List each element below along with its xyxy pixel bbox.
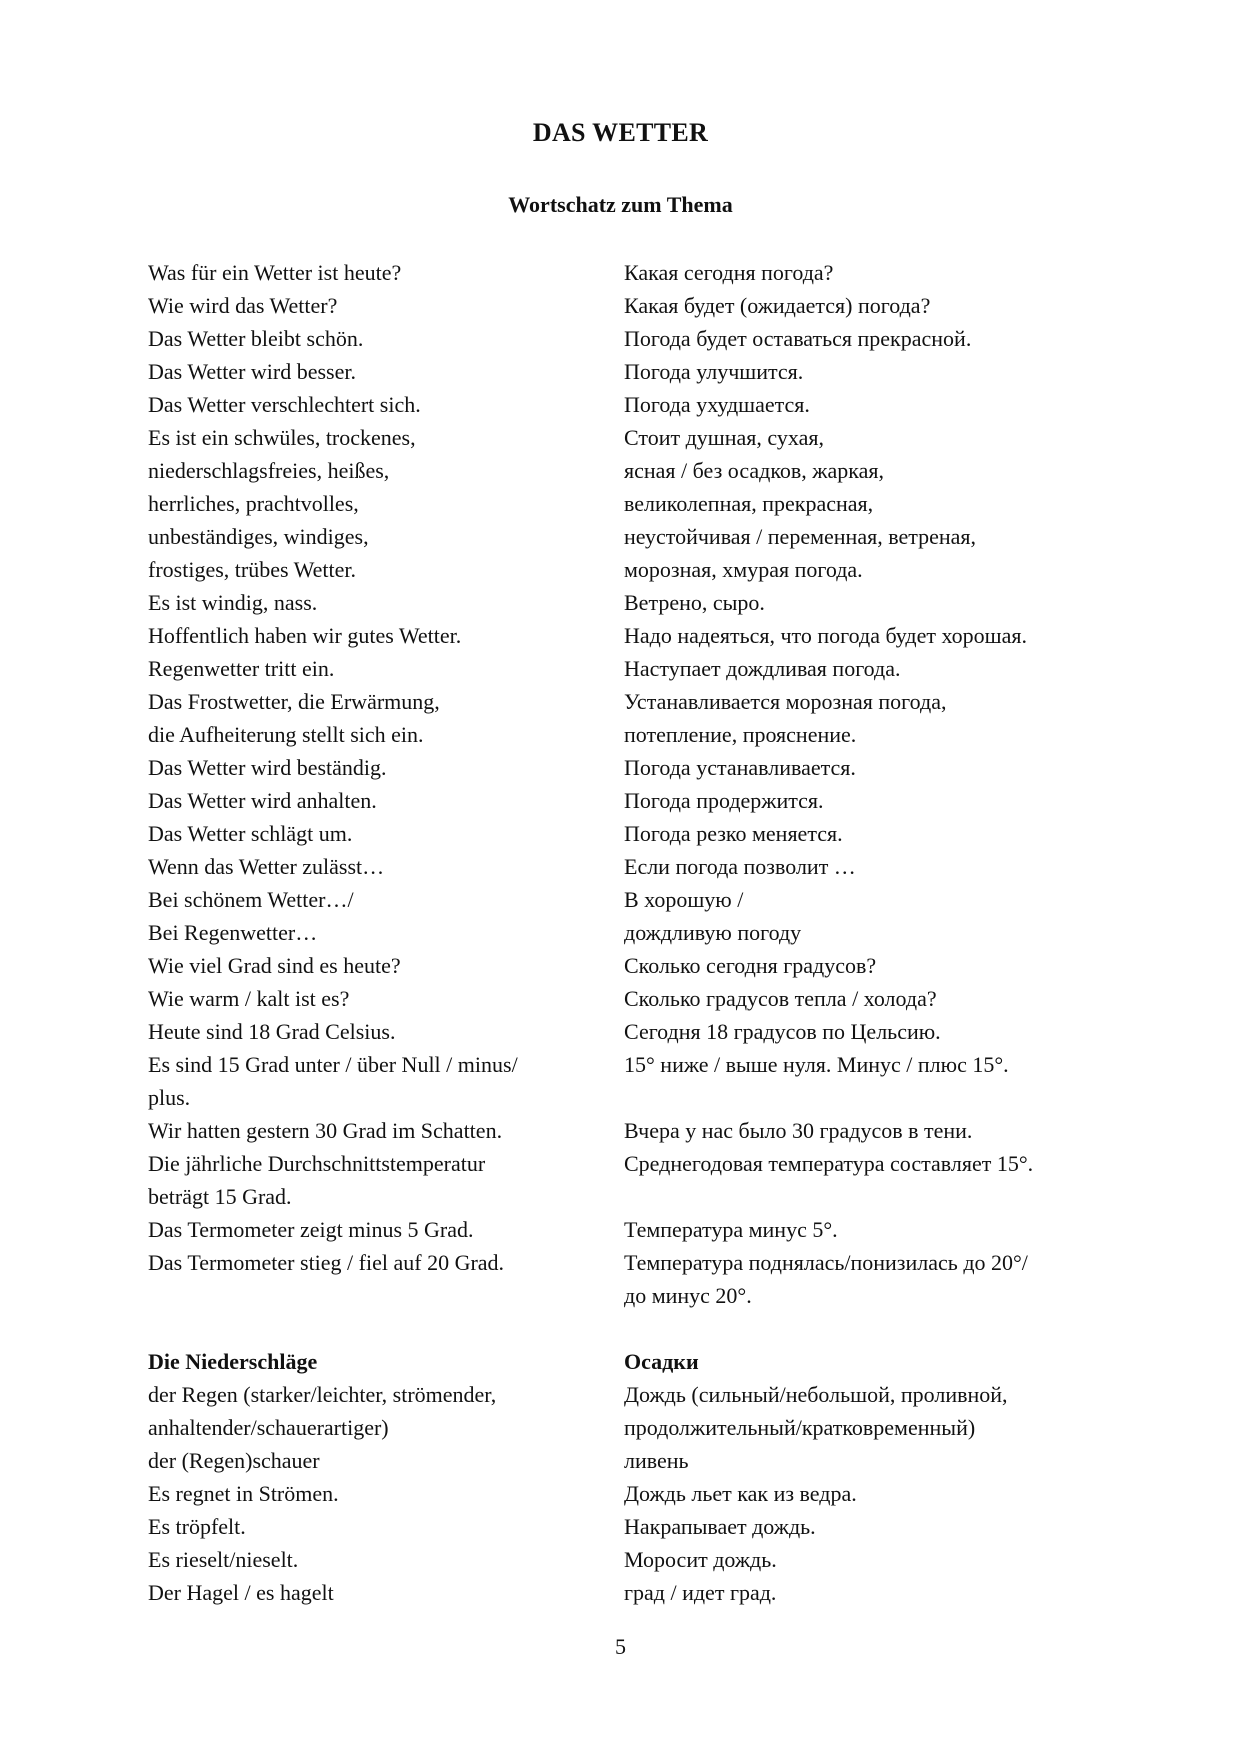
- russian-translation: Погода ухудшается.: [624, 392, 810, 417]
- german-phrase: Es ist windig, nass.: [148, 590, 318, 615]
- german-phrase: Bei schönem Wetter…/: [148, 887, 354, 912]
- page-number: 5: [615, 1634, 626, 1659]
- german-phrase: Wie wird das Wetter?: [148, 293, 338, 318]
- vocab-row: [148, 553, 1108, 586]
- vocab-row: [148, 586, 1108, 619]
- vocab-row: [148, 1312, 1108, 1345]
- vocab-row: [148, 1213, 1108, 1246]
- section-subtitle: Wortschatz zum Thema: [508, 192, 733, 217]
- german-phrase: [148, 1312, 624, 1345]
- vocab-row: [148, 388, 1108, 421]
- vocab-row: [148, 685, 1108, 718]
- vocabulary-table: [148, 256, 1108, 1609]
- german-phrase: der (Regen)schauer: [148, 1448, 320, 1473]
- russian-translation: Вчера у нас было 30 градусов в тени.: [624, 1118, 973, 1143]
- vocab-row: [148, 982, 1108, 1015]
- vocab-row: [148, 784, 1108, 817]
- german-phrase: Wie viel Grad sind es heute?: [148, 953, 401, 978]
- vocab-row: [148, 1015, 1108, 1048]
- russian-translation: Наступает дождливая погода.: [624, 656, 901, 681]
- vocab-row: [148, 1510, 1108, 1543]
- german-phrase: unbeständiges, windiges,: [148, 524, 369, 549]
- russian-section-heading: Осадки: [624, 1349, 699, 1374]
- german-phrase: die Aufheiterung stellt sich ein.: [148, 722, 424, 747]
- german-phrase: Es ist ein schwüles, trockenes,: [148, 425, 416, 450]
- vocab-row: [148, 256, 1108, 289]
- vocab-row: [148, 322, 1108, 355]
- german-phrase: Das Termometer stieg / fiel auf 20 Grad.: [148, 1250, 505, 1275]
- vocab-row: [148, 1180, 1108, 1213]
- vocab-row: [148, 1477, 1108, 1510]
- vocab-row: [148, 883, 1108, 916]
- russian-translation: ливень: [624, 1448, 689, 1473]
- german-phrase: beträgt 15 Grad.: [148, 1184, 292, 1209]
- russian-translation: великолепная, прекрасная,: [624, 491, 874, 516]
- german-phrase: Heute sind 18 Grad Celsius.: [148, 1019, 396, 1044]
- russian-translation: Погода улучшится.: [624, 359, 804, 384]
- vocab-row: [148, 916, 1108, 949]
- german-phrase: Wir hatten gestern 30 Grad im Schatten.: [148, 1118, 503, 1143]
- german-phrase: Wie warm / kalt ist es?: [148, 986, 350, 1011]
- german-phrase: plus.: [148, 1085, 191, 1110]
- vocab-row: [148, 1279, 1108, 1312]
- german-phrase: niederschlagsfreies, heißes,: [148, 458, 390, 483]
- vocab-row: [148, 1147, 1108, 1180]
- russian-translation: неустойчивая / переменная, ветреная,: [624, 524, 977, 549]
- russian-translation: Устанавливается морозная погода,: [624, 689, 947, 714]
- german-phrase: Wenn das Wetter zulässt…: [148, 854, 385, 879]
- russian-translation: [624, 1312, 1108, 1345]
- russian-translation: [624, 1081, 1108, 1114]
- russian-translation: Ветрено, сыро.: [624, 590, 765, 615]
- german-phrase: Das Termometer zeigt minus 5 Grad.: [148, 1217, 474, 1242]
- russian-translation: Если погода позволит …: [624, 854, 856, 879]
- russian-translation: Надо надеяться, что погода будет хорошая.: [624, 623, 1027, 648]
- russian-translation: Погода устанавливается.: [624, 755, 856, 780]
- vocab-row: [148, 289, 1108, 322]
- vocab-row: [148, 751, 1108, 784]
- vocab-row: [148, 1576, 1108, 1609]
- german-phrase: frostiges, trübes Wetter.: [148, 557, 357, 582]
- russian-translation: морозная, хмурая погода.: [624, 557, 863, 582]
- russian-translation: [624, 1180, 1108, 1213]
- russian-translation: Какая сегодня погода?: [624, 260, 834, 285]
- vocab-row: [148, 1081, 1108, 1114]
- russian-translation: Дождь (сильный/небольшой, проливной,: [624, 1382, 1008, 1407]
- vocab-row: [148, 949, 1108, 982]
- vocab-row: [148, 850, 1108, 883]
- vocab-row: [148, 1246, 1108, 1279]
- russian-translation: ясная / без осадков, жаркая,: [624, 458, 884, 483]
- russian-translation: Погода будет оставаться прекрасной.: [624, 326, 972, 351]
- russian-translation: Дождь льет как из ведра.: [624, 1481, 857, 1506]
- russian-translation: 15° ниже / выше нуля. Минус / плюс 15°.: [624, 1052, 1009, 1077]
- russian-translation: Моросит дождь.: [624, 1547, 777, 1572]
- german-phrase: Es tröpfelt.: [148, 1514, 246, 1539]
- german-section-heading: Die Niederschläge: [148, 1349, 318, 1374]
- vocab-row: [148, 1543, 1108, 1576]
- russian-translation: Температура поднялась/понизилась до 20°/: [624, 1250, 1028, 1275]
- german-phrase: Es sind 15 Grad unter / über Null / minus/: [148, 1052, 518, 1077]
- vocab-row: [148, 1444, 1108, 1477]
- russian-translation: до минус 20°.: [624, 1283, 752, 1308]
- russian-translation: Погода резко меняется.: [624, 821, 843, 846]
- vocab-row: [148, 817, 1108, 850]
- page-title: DAS WETTER: [532, 118, 709, 147]
- russian-translation: Среднегодовая температура составляет 15°.: [624, 1151, 1034, 1176]
- vocab-row: [148, 1048, 1108, 1081]
- german-phrase: Das Frostwetter, die Erwärmung,: [148, 689, 440, 714]
- german-phrase: Hoffentlich haben wir gutes Wetter.: [148, 623, 462, 648]
- russian-translation: град / идет град.: [624, 1580, 777, 1605]
- vocab-row: [148, 454, 1108, 487]
- vocab-row: [148, 718, 1108, 751]
- vocab-row: [148, 1378, 1108, 1411]
- german-phrase: Die jährliche Durchschnittstemperatur: [148, 1151, 486, 1176]
- vocab-row: [148, 1411, 1108, 1444]
- german-phrase: Der Hagel / es hagelt: [148, 1580, 334, 1605]
- vocab-row: [148, 487, 1108, 520]
- german-phrase: Das Wetter wird besser.: [148, 359, 356, 384]
- german-phrase: anhaltender/schauerartiger): [148, 1415, 389, 1440]
- german-phrase: Es rieselt/nieselt.: [148, 1547, 299, 1572]
- german-phrase: Das Wetter wird anhalten.: [148, 788, 377, 813]
- vocab-row: [148, 355, 1108, 388]
- russian-translation: Сколько сегодня градусов?: [624, 953, 877, 978]
- german-phrase: [148, 1279, 624, 1312]
- russian-translation: Сегодня 18 градусов по Цельсию.: [624, 1019, 941, 1044]
- vocab-row: [148, 1114, 1108, 1147]
- russian-translation: Погода продержится.: [624, 788, 824, 813]
- russian-translation: Какая будет (ожидается) погода?: [624, 293, 931, 318]
- german-phrase: Regenwetter tritt ein.: [148, 656, 335, 681]
- german-phrase: der Regen (starker/leichter, strömender,: [148, 1382, 497, 1407]
- german-phrase: Was für ein Wetter ist heute?: [148, 260, 402, 285]
- german-phrase: Das Wetter verschlechtert sich.: [148, 392, 421, 417]
- russian-translation: В хорошую /: [624, 887, 744, 912]
- russian-translation: продолжительный/кратковременный): [624, 1415, 976, 1440]
- german-phrase: Das Wetter bleibt schön.: [148, 326, 364, 351]
- german-phrase: Es regnet in Strömen.: [148, 1481, 339, 1506]
- german-phrase: herrliches, prachtvolles,: [148, 491, 359, 516]
- russian-translation: Сколько градусов тепла / холода?: [624, 986, 937, 1011]
- german-phrase: Das Wetter schlägt um.: [148, 821, 353, 846]
- vocab-row: [148, 421, 1108, 454]
- russian-translation: Температура минус 5°.: [624, 1217, 838, 1242]
- russian-translation: потепление, прояснение.: [624, 722, 857, 747]
- vocab-row: [148, 520, 1108, 553]
- vocab-row: [148, 619, 1108, 652]
- russian-translation: Накрапывает дождь.: [624, 1514, 816, 1539]
- russian-translation: Стоит душная, сухая,: [624, 425, 824, 450]
- vocab-row: [148, 652, 1108, 685]
- section-heading-row: [148, 1345, 1108, 1378]
- russian-translation: дождливую погоду: [624, 920, 802, 945]
- german-phrase: Das Wetter wird beständig.: [148, 755, 387, 780]
- german-phrase: Bei Regenwetter…: [148, 920, 318, 945]
